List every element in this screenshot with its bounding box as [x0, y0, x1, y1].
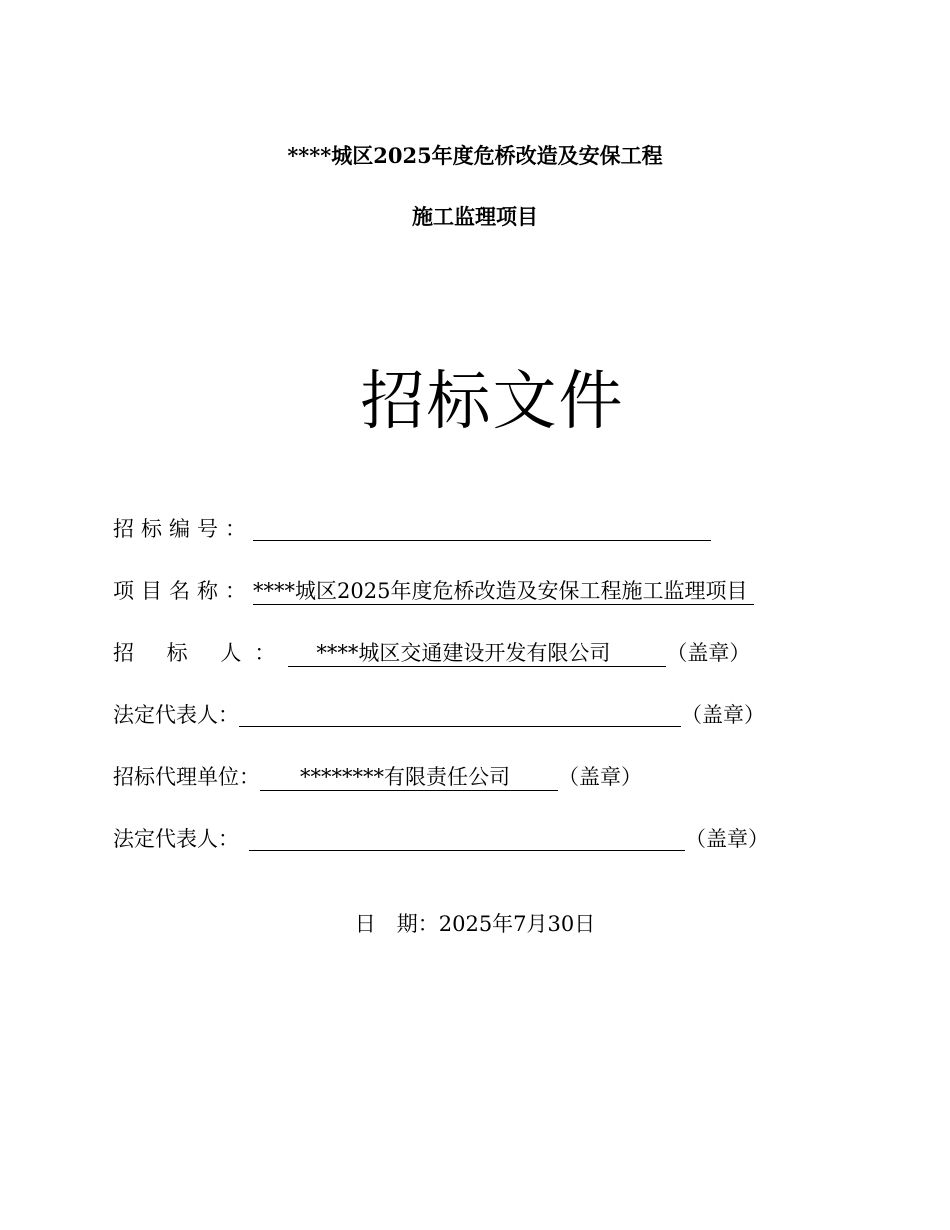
date-value: 2025年7月30日 [438, 912, 596, 936]
project-name-row [113, 576, 754, 606]
date-row [0, 908, 950, 938]
tenderer-row [113, 638, 750, 668]
date-label: 日 期： [354, 912, 439, 936]
agency-stamp: （盖章） [558, 765, 642, 789]
agency-row [113, 762, 642, 792]
legal-rep-stamp-2: （盖章） [685, 827, 769, 851]
project-title-line-1: ****城区2025年度危桥改造及安保工程 [287, 143, 663, 168]
legal-rep-row-2 [113, 824, 769, 854]
project-title-line-2: 施工监理项目 [412, 204, 538, 229]
project-name-label: 项目名称： [113, 579, 253, 603]
agency-underline [260, 764, 558, 791]
legal-rep-stamp-1: （盖章） [681, 703, 765, 727]
bid-number-row [113, 514, 711, 544]
bid-number-blank [253, 516, 711, 541]
legal-rep-blank-1 [239, 702, 681, 727]
project-name-value: ****城区2025年度危桥改造及安保工程施工监理项目 [253, 579, 748, 603]
legal-rep-label-1: 法定代表人： [113, 703, 239, 727]
tenderer-value: ****城区交通建设开发有限公司 [316, 641, 611, 665]
legal-rep-label-2: 法定代表人： [113, 827, 239, 851]
project-name-underline [253, 578, 754, 605]
tenderer-label: 招 标 人： [113, 641, 289, 665]
bid-number-label: 招标编号： [113, 517, 253, 541]
tenderer-stamp: （盖章） [666, 641, 751, 665]
tenderer-underline [288, 640, 666, 667]
agency-value: ********有限责任公司 [300, 765, 510, 789]
legal-rep-row-1 [113, 700, 765, 730]
legal-rep-blank-2 [249, 826, 685, 851]
agency-label: 招标代理单位： [113, 765, 260, 789]
document-title: 招标文件 [360, 365, 625, 439]
